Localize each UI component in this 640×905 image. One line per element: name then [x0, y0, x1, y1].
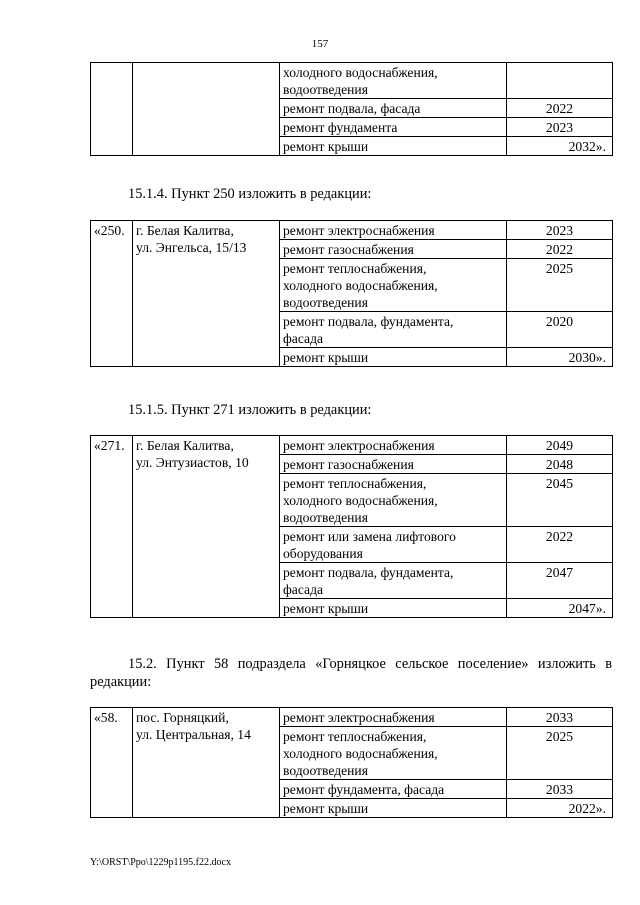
year-cell: 2022 [507, 240, 613, 259]
year-cell: 2049 [507, 436, 613, 455]
table-row [91, 63, 613, 99]
paragraph-text: 15.1.4. Пункт 250 изложить в редакции: [128, 186, 372, 202]
work-type-cell: ремонт фундамента, фасада [280, 780, 507, 799]
schedule-table-item-58 [90, 707, 613, 818]
year-cell: 2033 [507, 708, 613, 727]
year-cell: 2022». [507, 799, 613, 818]
year-cell: 2023 [507, 221, 613, 240]
year-cell: 2048 [507, 455, 613, 474]
work-type-cell: ремонт теплоснабжения, холодного водоснабжения, водоотведения [280, 727, 507, 780]
schedule-table-continued [90, 62, 613, 156]
page-number: 157 [311, 38, 329, 50]
work-type-cell: ремонт подвала, фасада [280, 99, 507, 118]
paragraph-15-2 [90, 655, 612, 691]
year-cell [507, 63, 613, 99]
address-cell: г. Белая Калитва, ул. Энгельса, 15/13 [133, 221, 280, 367]
schedule-table-item-250 [90, 220, 613, 367]
year-cell: 2020 [507, 312, 613, 348]
table-row [91, 708, 613, 727]
schedule-table-item-271 [90, 435, 613, 618]
year-cell: 2025 [507, 727, 613, 780]
work-type-cell: ремонт теплоснабжения, холодного водоснабжения, водоотведения [280, 474, 507, 527]
paragraph-text: 15.2. Пункт 58 подраздела «Горняцкое сельское поселение» изложить в редакции: [90, 656, 612, 690]
year-cell: 2047». [507, 599, 613, 618]
year-cell: 2045 [507, 474, 613, 527]
item-number-cell: «58. [91, 708, 133, 818]
table-row [91, 221, 613, 240]
work-type-cell: ремонт подвала, фундамента, фасада [280, 312, 507, 348]
work-type-cell: ремонт крыши [280, 599, 507, 618]
work-type-cell: ремонт фундамента [280, 118, 507, 137]
work-type-cell: ремонт электроснабжения [280, 436, 507, 455]
year-cell: 2033 [507, 780, 613, 799]
work-type-cell: холодного водоснабжения, водоотведения [280, 63, 507, 99]
work-type-cell: ремонт электроснабжения [280, 708, 507, 727]
year-cell: 2023 [507, 118, 613, 137]
file-path-footer: Y:\ORST\Ppo\1229p1195.f22.docx [90, 857, 231, 868]
paragraph-text: 15.1.5. Пункт 271 изложить в редакции: [128, 402, 372, 418]
work-type-cell: ремонт крыши [280, 799, 507, 818]
item-number-cell [91, 63, 133, 156]
paragraph-15-1-4 [90, 185, 612, 203]
item-number-cell: «271. [91, 436, 133, 618]
work-type-cell: ремонт газоснабжения [280, 455, 507, 474]
year-cell: 2022 [507, 527, 613, 563]
work-type-cell: ремонт крыши [280, 137, 507, 156]
year-cell: 2047 [507, 563, 613, 599]
address-cell [133, 63, 280, 156]
year-cell: 2032». [507, 137, 613, 156]
table-row [91, 436, 613, 455]
work-type-cell: ремонт крыши [280, 348, 507, 367]
work-type-cell: ремонт подвала, фундамента, фасада [280, 563, 507, 599]
year-cell: 2022 [507, 99, 613, 118]
work-type-cell: ремонт газоснабжения [280, 240, 507, 259]
item-number-cell: «250. [91, 221, 133, 367]
work-type-cell: ремонт или замена лифтового оборудования [280, 527, 507, 563]
work-type-cell: ремонт электроснабжения [280, 221, 507, 240]
year-cell: 2030». [507, 348, 613, 367]
address-cell: г. Белая Калитва, ул. Энтузиастов, 10 [133, 436, 280, 618]
paragraph-15-1-5 [90, 401, 612, 419]
work-type-cell: ремонт теплоснабжения, холодного водоснабжения, водоотведения [280, 259, 507, 312]
address-cell: пос. Горняцкий, ул. Центральная, 14 [133, 708, 280, 818]
year-cell: 2025 [507, 259, 613, 312]
